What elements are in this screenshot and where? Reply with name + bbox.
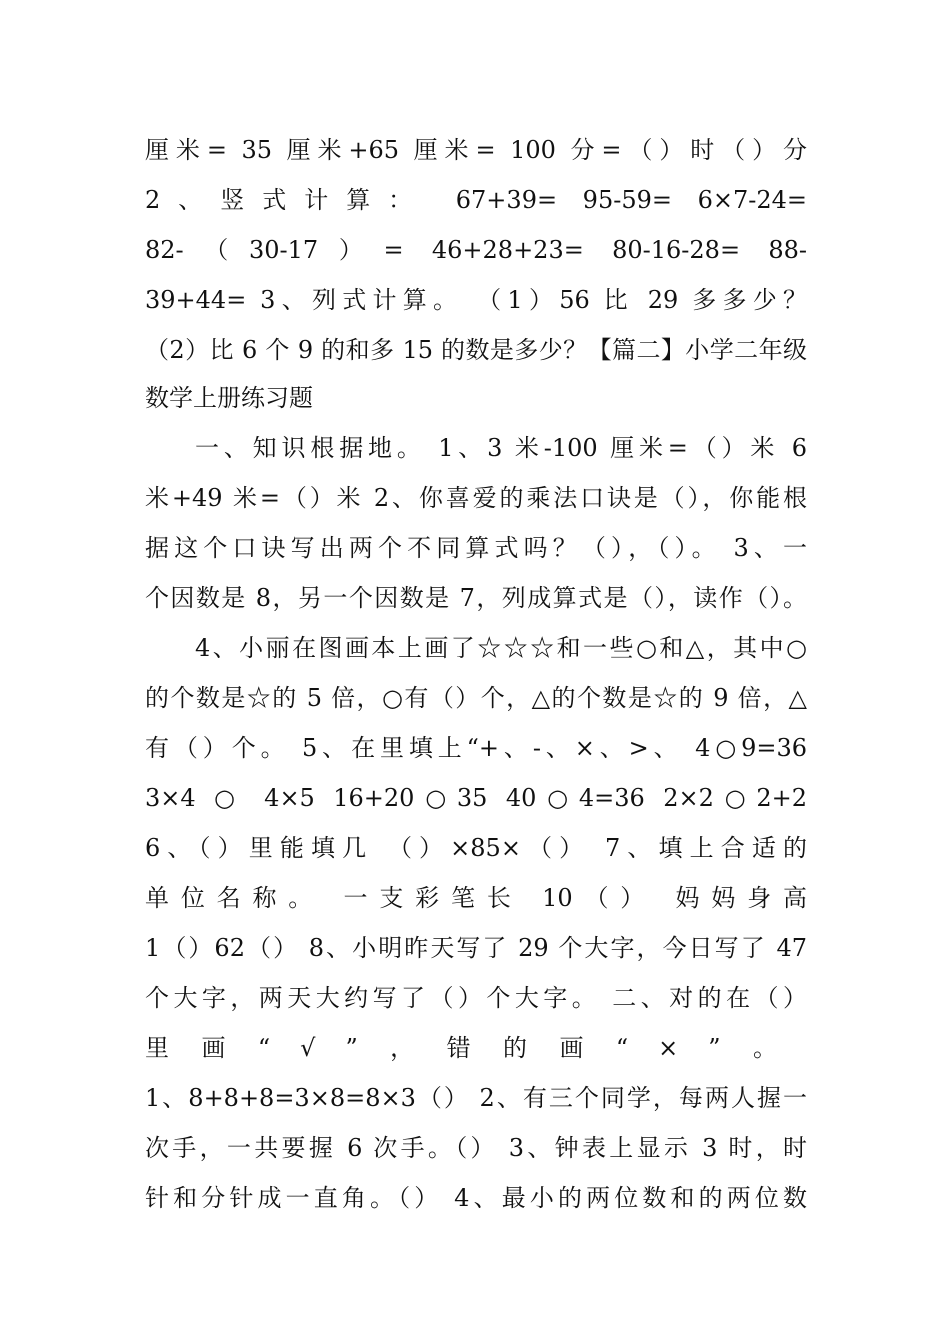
text-line-3: 82-（30-17）= 46+28+23= 80-16-28= 88- — [145, 236, 807, 264]
text-line-15: 6、（）里能填几 （）×85×（） 7、填上合适的 — [145, 834, 807, 862]
text-line-5: （2）比 6 个 9 的和多 15 的数是多少？【篇二】小学二年级 — [145, 336, 807, 364]
text-line-19: 里画“√”，错的画“×”。 — [145, 1034, 807, 1062]
text-line-21: 次手，一共要握 6 次手。（） 3、钟表上显示 3 时，时 — [145, 1134, 807, 1162]
text-line-8: 米+49 米=（）米 2、你喜爱的乘法口诀是（），你能根 — [145, 484, 807, 512]
text-line-1: 厘米= 35 厘米+65 厘米= 100 分=（）时（）分 — [145, 136, 807, 164]
text-line-7: 一、知识根据地。 1、3 米-100 厘米=（）米 6 — [195, 434, 807, 462]
text-line-6: 数学上册练习题 — [145, 384, 313, 412]
text-line-22: 针和分针成一直角。（） 4、最小的两位数和的两位数 — [145, 1184, 807, 1212]
text-line-16: 单位名称。 一支彩笔长 10（） 妈妈身高 — [145, 884, 807, 912]
text-line-14: 3×4 ○ 4×5 16+20○35 40○4=36 2×2○2+2 — [145, 784, 807, 812]
text-line-20: 1、8+8+8=3×8=8×3（） 2、有三个同学，每两人握一 — [145, 1084, 807, 1112]
text-line-9: 据这个口诀写出两个不同算式吗？（），（）。 3、一 — [145, 534, 807, 562]
text-line-12: 的个数是☆的 5 倍，○有（）个，△的个数是☆的 9 倍，△ — [145, 684, 807, 712]
text-line-18: 个大字，两天大约写了（）个大字。 二、对的在（） — [145, 984, 807, 1012]
text-line-17: 1（）62（） 8、小明昨天写了 29 个大字，今日写了 47 — [145, 934, 807, 962]
text-line-11: 4、小丽在图画本上画了☆☆☆和一些○和△，其中○ — [195, 634, 807, 662]
text-line-2: 2、竖式计算： 67+39= 95-59= 6×7-24= — [145, 186, 807, 214]
text-line-10: 个因数是 8，另一个因数是 7，列成算式是（），读作（）。 — [145, 584, 807, 612]
text-line-4: 39+44= 3、列式计算。 （1）56 比 29 多多少？ — [145, 286, 807, 314]
text-line-13: 有（）个。 5、在里填上“+、-、×、>、 4○9=36 — [145, 734, 807, 762]
